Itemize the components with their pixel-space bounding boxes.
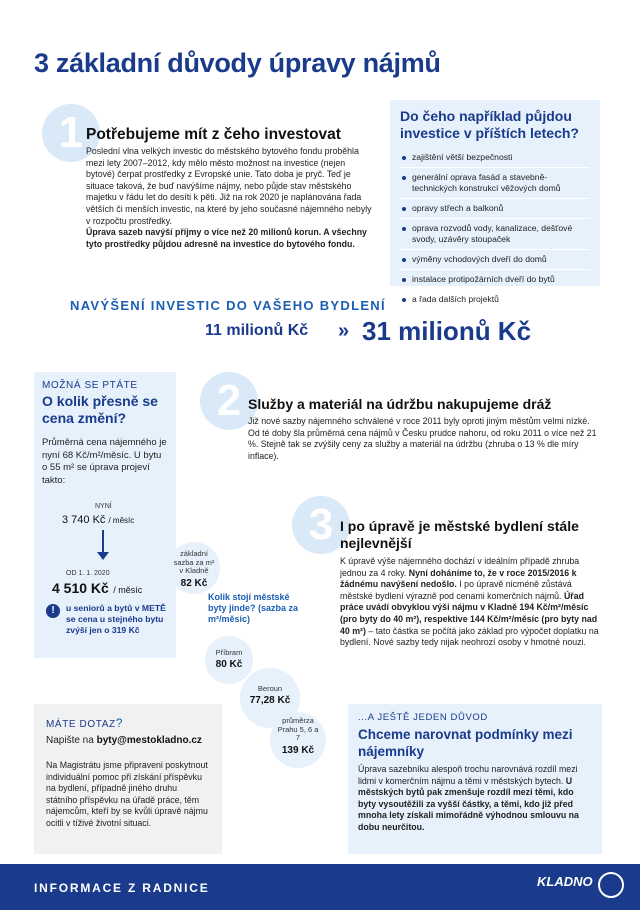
reason-1-text: Poslední vlna velkých investic do městského bytového fondu proběhla mezi lety 2007–2012, kdy mělo město možnost na investice (nejen bytové) čerpat prostředky z Evropské unie. Tato doba je pryč. Teď je situace taková, že buď navýšíme nájmy, nebo půjde stav městského majetku v řádu let do desíti k pěti. Již na rok 2020 je naplánována řada větších či menších investic, na které by jeho současné nájemného nebyly v rozpočtu prostředky.: [86, 146, 372, 226]
reason-4-text: [358, 764, 592, 834]
reason-3-text-2: I po úpravě nicméně zůstává městské bydlení výrazně pod cenami komerčních nájmů.: [340, 579, 572, 601]
reason-3-bold-1: Nyní doháníme to, že v roce 2015/2016 k žádnému navýšení nedošlo.: [340, 567, 577, 590]
beroun-label: Beroun: [257, 684, 283, 693]
base-label: základní sazba za m² v Kladně: [173, 549, 215, 575]
question-new-unit: / měsíc: [113, 585, 143, 595]
reason-2-text: Již nové sazby nájemného schválené v roce 2011 byly oproti jiným městům velmi nízké. Od té doby šla průměrná cena nájmů v Česku prudce nahoru, od roku 2011 o více než 21 %. Stejně tak se zvýšily ceny za služby a materiál na údržbu (zhruba o 13 % dle míry inflace).: [248, 416, 597, 461]
investments-panel: [390, 100, 600, 304]
reason-3-text-1: K úpravě výše nájemného dochází v ideálním případě zhruba jednou za 4 roky.: [340, 556, 580, 578]
reason-4-text-bold: U městských bytů pak zmenšuje rozdíl mezi těmi, kdo byty vysoutěžili za vyšší částky, a těmi, kdo již před mnoha lety získali mimořádně výhodnou smlouvu na dobu neurčitou.: [358, 775, 579, 832]
reason-4-text-plain: Úprava sazebníku alespoň trochu narovnává rozdíl mezi lidmi v komerčním nájmu a těmi v městských bytech.: [358, 764, 578, 786]
pribram-value: 80 Kč: [215, 659, 243, 670]
praha-value: 139 Kč: [281, 744, 315, 756]
reason-3-bold-2: Úřad práce uvádí obvyklou výši nájmu v Kladně 194 Kč/m²/měsíc (pro byty do 40 m²), respektive 144 Kč/m²/měsíc (pro byty nad 40 m²): [340, 590, 598, 636]
reason-4-panel: [348, 704, 602, 854]
contact-qmark: ?: [115, 716, 123, 730]
list-item: instalace protipožárních dveří do bytů: [400, 270, 590, 290]
contact-email-link[interactable]: byty@mestokladno.cz: [96, 735, 202, 746]
kladno-logo-circle-icon: [598, 872, 624, 898]
reason-3-number: 3: [308, 500, 334, 549]
reason-4-title: Chceme narovnat podmínky mezi nájemníky: [358, 727, 573, 759]
price-bubble-pribram: [205, 636, 253, 684]
question-text: Průměrná cena nájemného je nyní 68 Kč/m²/měsíc. U bytu o 55 m² se úprava projeví takto:: [42, 437, 167, 486]
contact-kicker: MÁTE DOTAZ: [46, 719, 116, 730]
list-item: oprava rozvodů vody, kanalizace, dešťové svody, uzávěry stoupaček: [400, 219, 590, 250]
reason-2-number: 2: [216, 376, 242, 425]
contact-text: Na Magistrátu jsme připraveni poskytnout individuální pomoc při získání příspěvku na bydlení, případně jiného druhu státního příspěvku na úřadě práce, těm nájemcům, kteří by se kvůli úpravě nájmu ocitli v tíživé životní situaci.: [46, 760, 208, 828]
increase-arrow: »: [338, 320, 350, 342]
page-title: 3 základní důvody úpravy nájmů: [34, 48, 441, 78]
list-item: generální oprava fasád a stavebně-technických konstrukcí věžových domů: [400, 168, 590, 199]
question-note: u seniorů a bytů v METĚ se cena u stejného bytu zvýší jen o 319 Kč: [66, 603, 166, 635]
praha-label: průměrza Prahu 5, 6 a 7: [277, 716, 319, 742]
arrow-down-icon: [102, 530, 104, 554]
reason-4-kicker: ...A JEŠTĚ JEDEN DŮVOD: [358, 712, 488, 723]
pribram-label: Příbram: [215, 648, 243, 657]
increase-heading: NAVÝŠENÍ INVESTIC DO VAŠEHO BYDLENÍ: [70, 298, 386, 313]
question-now-label: NYNÍ: [95, 503, 112, 510]
list-item: zajištění větší bezpečnosti: [400, 148, 590, 168]
warning-icon: !: [46, 604, 60, 618]
reason-3-text: [340, 556, 602, 649]
list-item: opravy střech a balkonů: [400, 199, 590, 219]
contact-kicker-row: [46, 714, 210, 732]
question-now-amount: 3 740 Kč: [62, 514, 106, 526]
question-new-amount: 4 510 Kč: [52, 580, 109, 596]
reason-1-bold-text: Úprava sazeb navýší příjmy o více než 20 milionů korun. A všechny tyto prostředky půjdou adresně na investice do bytového fondu.: [86, 227, 367, 249]
reason-1-number: 1: [58, 108, 84, 157]
question-new-label: OD 1. 1. 2020: [66, 570, 110, 577]
reason-3-heading: I po úpravě je městské bydlení stále nejlevnější: [340, 518, 579, 551]
reason-1-heading: Potřebujeme mít z čeho investovat: [86, 126, 341, 143]
kladno-logo: KLADNO: [537, 874, 593, 889]
question-now-unit: / měsíc: [108, 516, 135, 525]
reason-2-heading: Služby a materiál na údržbu nakupujeme dráž: [248, 396, 552, 412]
contact-panel: [34, 704, 222, 854]
question-new-value: [52, 580, 142, 598]
increase-to: 31 milionů Kč: [362, 316, 532, 346]
contact-email-row: [46, 735, 210, 746]
list-item: výměny vchodových dveří do domů: [400, 250, 590, 270]
base-value: 82 Kč: [180, 577, 208, 589]
question-title: O kolik přesně se cena změní?: [42, 393, 158, 426]
arrow-head-icon: [97, 552, 109, 560]
contact-write: Napište na: [46, 735, 94, 746]
prices-question: Kolik stojí městské byty jinde? (sazba za m²/měsíc): [208, 592, 299, 624]
question-kicker: MOŽNÁ SE PTÁTE: [42, 380, 138, 391]
reason-3-text-3: – tato částka se počítá jako základ pro výpočet doplatku na bydlení. Nové sazby tedy nijak neohrozí osoby v hmotné nouzi.: [340, 625, 599, 648]
reason-1-body: [86, 146, 376, 250]
investments-list: [400, 148, 590, 310]
price-bubble-base: [168, 542, 220, 594]
question-now-value: [62, 514, 134, 526]
list-item: a řada dalších projektů: [400, 290, 590, 310]
investments-title: Do čeho například půjdou investice v příštích letech?: [400, 108, 579, 141]
price-bubble-praha: [270, 712, 326, 768]
beroun-value: 77,28 Kč: [249, 695, 291, 706]
footer-text: INFORMACE Z RADNICE: [34, 881, 210, 895]
increase-from: 11 milionů Kč: [205, 322, 309, 339]
